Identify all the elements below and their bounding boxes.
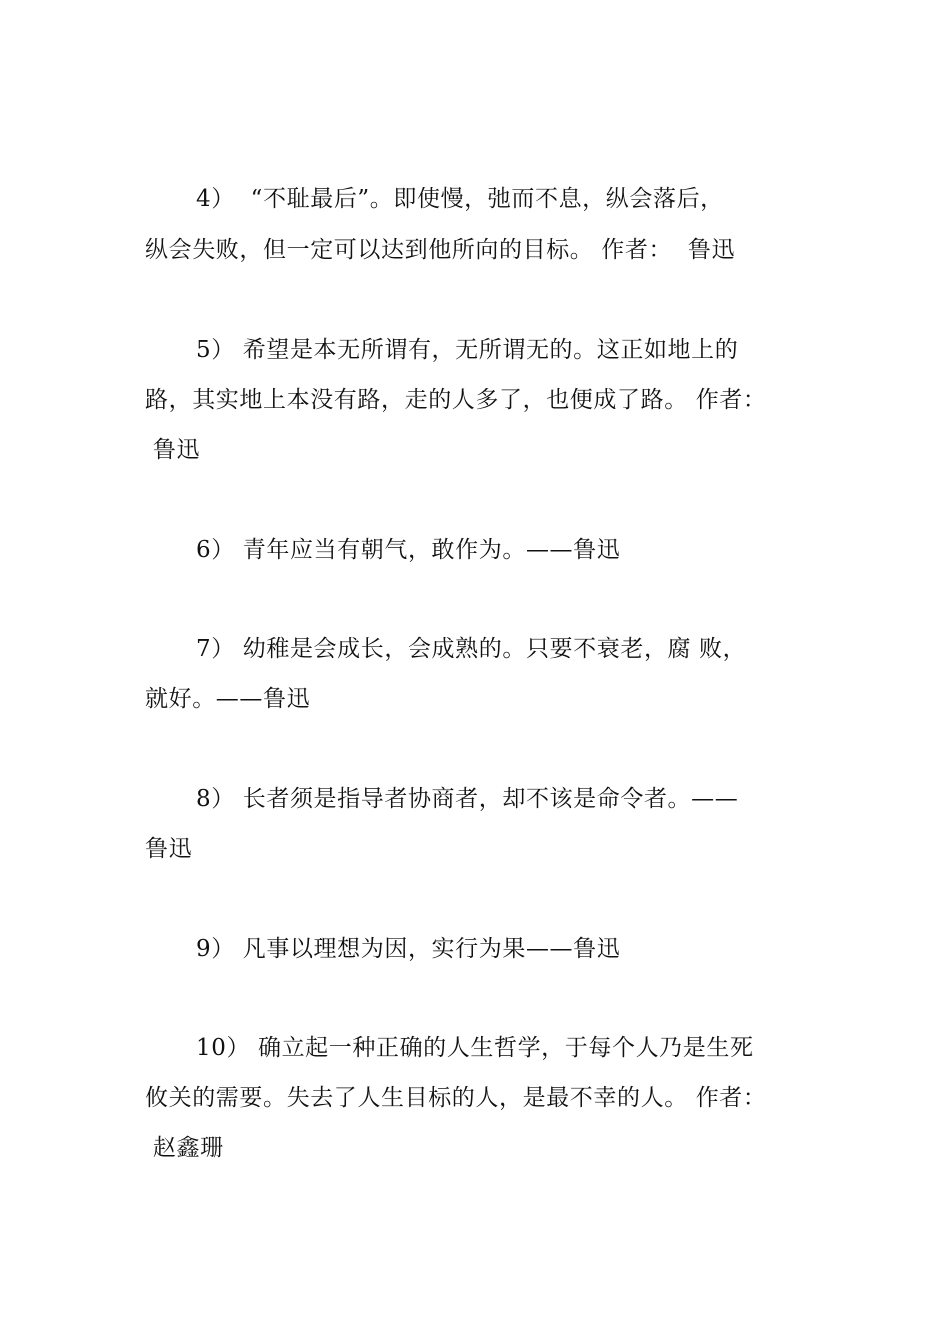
quote-8-line-1: 8） 长者须是指导者协商者，却不该是命令者。—— <box>196 786 739 812</box>
quote-5-line-1: 5） 希望是本无所谓有，无所谓无的。这正如地上的 <box>196 337 739 363</box>
quote-7-line-1: 7） 幼稚是会成长，会成熟的。只要不衰老，腐 败， <box>196 636 747 662</box>
quote-7-line-2: 就好。——鲁迅 <box>145 686 311 712</box>
quote-10-line-2: 攸关的需要。失去了人生目标的人，是最不幸的人。 作者： <box>145 1085 767 1111</box>
quote-4-line-2: 纵会失败，但一定可以达到他所向的目标。 作者： 鲁迅 <box>145 237 736 263</box>
quote-8-line-2: 鲁迅 <box>145 836 193 862</box>
quote-10-line-3: 赵鑫珊 <box>145 1135 224 1161</box>
quote-6-line-1: 6） 青年应当有朝气，敢作为。——鲁迅 <box>196 537 621 563</box>
quote-9-line-1: 9） 凡事以理想为因，实行为果——鲁迅 <box>196 936 621 962</box>
quote-4-line-1: 4） “不耻最后”。即使慢，弛而不息，纵会落后， <box>196 186 724 212</box>
quote-10-line-1: 10） 确立起一种正确的人生哲学，于每个人乃是生死 <box>196 1035 754 1061</box>
quote-5-line-2: 路，其实地上本没有路，走的人多了，也便成了路。 作者： <box>145 387 767 413</box>
quote-5-line-3: 鲁迅 <box>145 437 201 463</box>
